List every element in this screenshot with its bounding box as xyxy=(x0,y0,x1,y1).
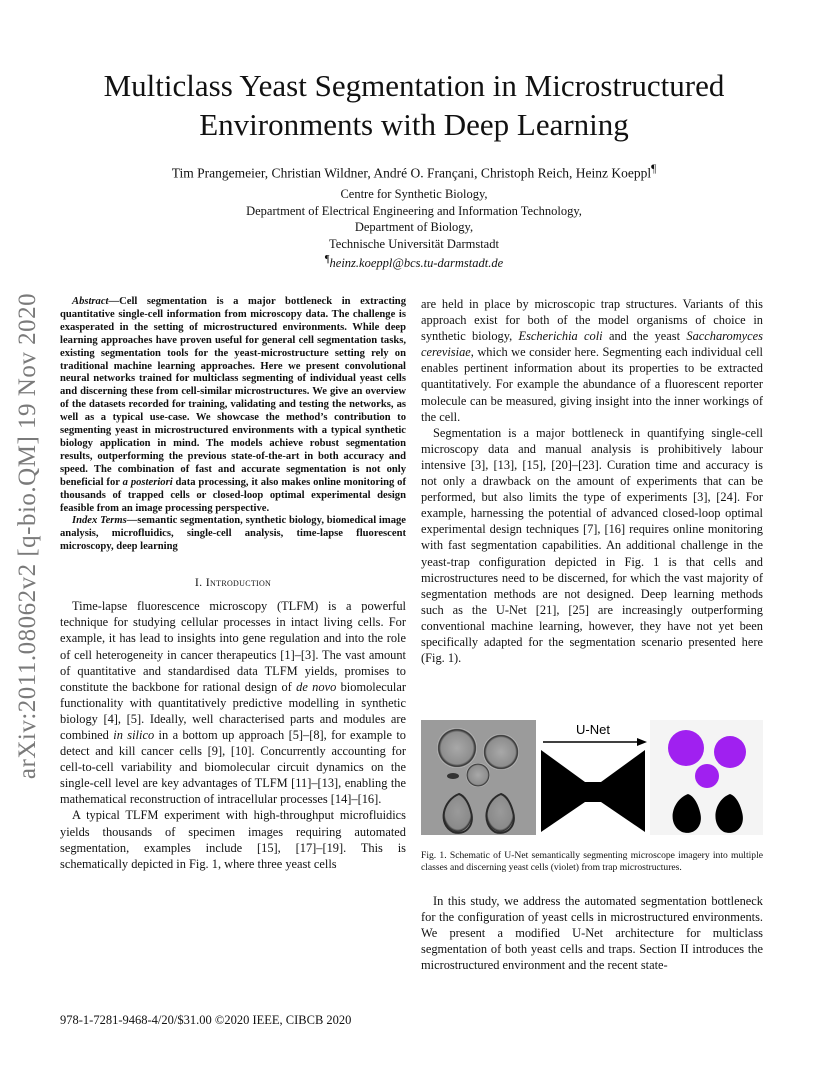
cell-organelle xyxy=(447,773,459,779)
segmented-yeast-cell xyxy=(668,730,704,766)
yeast-cell-raw xyxy=(466,763,490,787)
abstract-text-b: data processing, it also makes online monitoring of thousands of trapped cells or closed-loop optimal experimental design feasible from an image processing perspective. xyxy=(60,476,406,514)
intro-paragraph-1 xyxy=(60,598,406,807)
index-terms-label: Index Terms xyxy=(72,515,127,527)
figure-1-caption: Fig. 1. Schematic of U-Net semantically segmenting microscope imagery into multiple classes and discerning yeast cells (violet) from trap microstructures. xyxy=(421,850,763,874)
abstract-text-a: —Cell segmentation is a major bottleneck in extracting quantitative single-cell information from microscopy data. The challenge is exasperated in the setting of microstructured environments. While deep learning approaches have proven useful for general cell segmentation tasks, existing segmentation tools for the yeast-microstructure setting rely on traditional machine learning approaches. Here we present convolutional neural networks trained for multiclass segmenting of individual yeast cells and discerning these from cell-similar microstructures. We give an overview of the datasets recorded for training, validating and testing the networks, as well as a typical use-case. We showcase the method’s contribution to segmenting yeast in microstructured environments with a typical synthetic biology application in mind. The models achieve robust segmentation results, outperforming the previous state-of-the-art in both accuracy and speed. The combination of fast and accurate segmentation is not only beneficial for xyxy=(60,296,406,488)
affiliation-block xyxy=(60,186,768,272)
right-column-continued xyxy=(421,893,763,973)
segmented-yeast-cell xyxy=(714,736,746,768)
left-column xyxy=(60,296,406,872)
microscopy-image xyxy=(421,720,536,835)
abstract xyxy=(60,296,406,515)
author-list xyxy=(60,163,768,182)
figure-1 xyxy=(421,720,763,835)
affiliation-line: Department of Electrical Engineering and Information Technology, xyxy=(246,203,582,218)
intro-paragraph-3 xyxy=(421,296,763,425)
text-run-italic: de novo xyxy=(296,679,337,694)
text-run: , which we consider here. Segmenting each individual cell enables pertinent information about its properties to be extracted quantitatively. For example the abundance of a fluorescent reporter molecule can be measured, giving insight into the inner workings of the cell. xyxy=(421,345,763,424)
email-footnote-mark: ¶ xyxy=(324,254,330,265)
affiliation-line: Department of Biology, xyxy=(354,220,474,234)
text-run: and the yeast xyxy=(602,329,687,344)
text-run-italic: Saccharomyces cerevisiae xyxy=(421,329,763,360)
text-run-italic: in silico xyxy=(113,727,155,742)
arxiv-id-text: arXiv:2011.08062v2 [q-bio.QM] 19 Nov 2020 xyxy=(14,292,41,780)
unet-label: U-Net xyxy=(576,722,610,737)
yeast-cell-raw xyxy=(437,728,477,768)
author-footnote-mark: ¶ xyxy=(651,163,657,175)
text-run: biomolecular functionality with quantitatively predictive modelling in synthetic biology [4], [5]. Ideally, well characterised parts and modules are combined xyxy=(60,679,406,742)
abstract-emphasis: a posteriori xyxy=(122,476,173,488)
yeast-cell-raw xyxy=(483,734,519,770)
text-run: in a bottom up approach [5]–[8], for example to detect and kill cancer cells [9], [10]. Concurrently accounting for cell-to-cell variability and biomolecular circuit dynamics on the single-cell level are key advantages of TLFM [11]–[13], enabling the mathematical reconstruction of intracellular processes [14]–[16]. xyxy=(60,727,406,807)
abstract-label: Abstract xyxy=(72,296,109,307)
index-terms-text: —semantic segmentation, synthetic biology, biomedical image analysis, microfluidics, single-cell analysis, time-lapse fluorescent microscopy, deep learning xyxy=(60,515,406,553)
unet-diagram xyxy=(537,720,649,835)
paper-title xyxy=(60,66,768,144)
authors-text: Tim Prangemeier, Christian Wildner, André O. Françani, Christoph Reich, Heinz Koeppl xyxy=(171,165,652,181)
title-line-2: Environments with Deep Learning xyxy=(199,107,629,142)
intro-paragraph-2: A typical TLFM experiment with high-throughput microfluidics yields thousands of specimen images requiring automated segmentation, examples include [15], [17]–[19]. This is schematically depicted in Fig. 1, where three yeast cells xyxy=(60,808,406,871)
section-number: I. xyxy=(194,575,206,590)
section-heading-introduction xyxy=(60,574,406,590)
affiliation-line: Technische Universität Darmstadt xyxy=(329,236,499,251)
section-title: Introduction xyxy=(205,575,272,590)
contact-email[interactable]: heinz.koeppl@bcs.tu-darmstadt.de xyxy=(329,256,504,271)
affiliation-line: Centre for Synthetic Biology, xyxy=(340,187,488,201)
index-terms xyxy=(60,515,406,554)
arxiv-identifier xyxy=(8,258,48,814)
contact-email-line xyxy=(60,252,768,272)
intro-paragraph-5: In this study, we address the automated segmentation bottleneck for the configuration of yeast cells in microstructured environments. We present a modified U-Net architecture for multiclass segmentation of both yeast cells and traps. Section II introduces the microstructured environment and the recent state- xyxy=(421,894,763,973)
intro-paragraph-4: Segmentation is a major bottleneck in quantifying single-cell microscopy data and manual analysis is prohibitively labour intensive [3], [13], [15], [20]–[23]. Curation time and accuracy is not only a drawback on the amount of experiments that can be performed, but also limits the type of experiments [3], [24]. For example, harnessing the potential of advanced closed-loop optimal experimental design techniques [7], [16] requires online monitoring with fast segmentation capabilities. An additional challenge in the yeast-trap configuration depicted in Fig. 1 is that cells and microstructures need to be discerned, for which the vast majority of segmentation methods are not designed. Deep learning methods such as the U-Net [21], [25] are increasingly outperforming conventional machine learning, however, they have not yet been specifically adapted for the segmentation scenario presented here (Fig. 1). xyxy=(421,425,763,666)
right-column xyxy=(421,296,763,666)
copyright-footer: 978-1-7281-9468-4/20/$31.00 ©2020 IEEE, CIBCB 2020 xyxy=(60,1013,352,1027)
text-run-italic: Escherichia coli xyxy=(518,329,603,344)
segmentation-mask xyxy=(650,720,763,835)
text-run: Time-lapse fluorescence microscopy (TLFM) is a powerful technique for studying cellular processes in intact living cells. For example, it has lead to insights into gene regulation and into the role of cell heterogeneity in cancer therapeutics [1]–[3]. The vast amount of quantitative and standardised data TLFM yields, promises to constitute the backbone for rational design of xyxy=(60,599,406,694)
text-run: are held in place by microscopic trap structures. Variants of this approach exist for both of the model organisms of choice in synthetic biology, xyxy=(421,297,763,344)
title-line-1: Multiclass Yeast Segmentation in Microstructured xyxy=(103,68,725,103)
segmented-yeast-cell xyxy=(695,764,719,788)
